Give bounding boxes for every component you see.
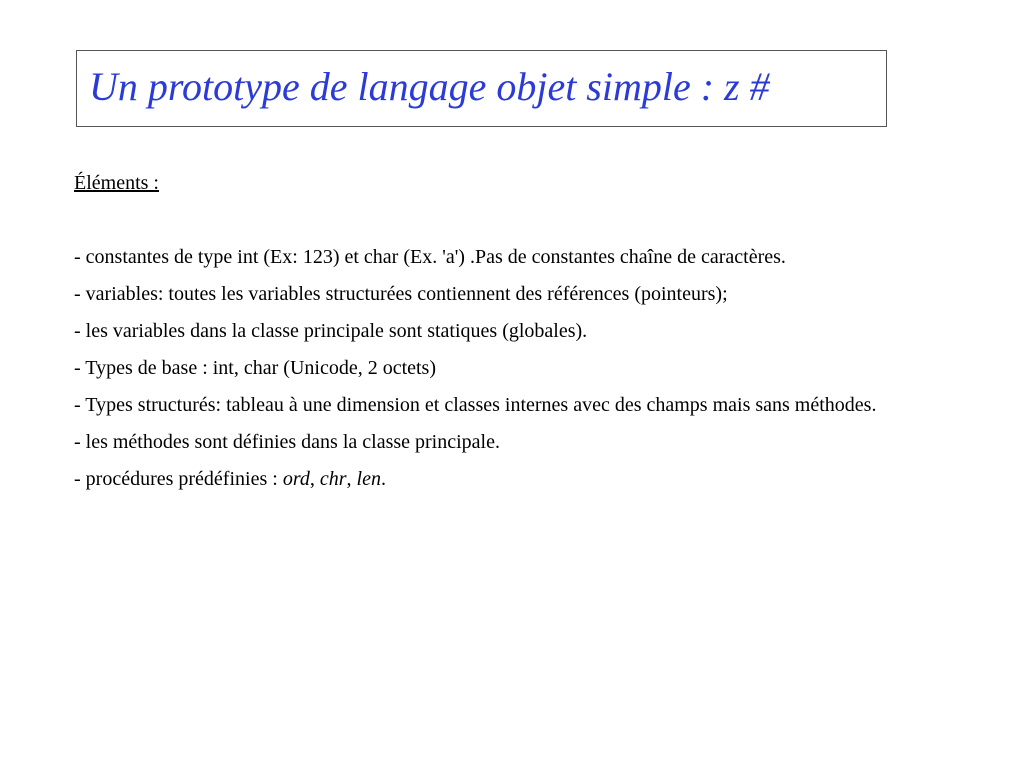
title-box: [76, 50, 887, 127]
bullet-list: [74, 242, 949, 501]
separator: ,: [346, 468, 357, 490]
section-heading: Éléments :: [74, 172, 159, 194]
list-item-constants: - constantes de type int (Ex: 123) et char (Ex. 'a') .Pas de constantes chaîne de caractères.: [74, 246, 786, 268]
list-item-predefined-procedures: [74, 464, 949, 495]
list-item-base-types: - Types de base : int, char (Unicode, 2 octets): [74, 357, 437, 379]
proc-len: len: [356, 468, 381, 490]
proc-ord: ord: [282, 468, 310, 490]
list-item-structured-types: - Types structurés: tableau à une dimension et classes internes avec des champs mais sans méthodes.: [74, 394, 877, 416]
list-item-methods: - les méthodes sont définies dans la classe principale.: [74, 431, 500, 453]
list-item-static-variables: - les variables dans la classe principale sont statiques (globales).: [74, 320, 588, 342]
separator: ,: [309, 468, 320, 490]
proc-chr: chr: [319, 468, 347, 490]
predefined-prefix: - procédures prédéfinies :: [74, 468, 283, 490]
period: .: [380, 468, 386, 490]
slide-title: Un prototype de langage objet simple : z #: [89, 64, 770, 109]
list-item-variables: - variables: toutes les variables structurées contiennent des références (pointeurs);: [74, 283, 728, 305]
